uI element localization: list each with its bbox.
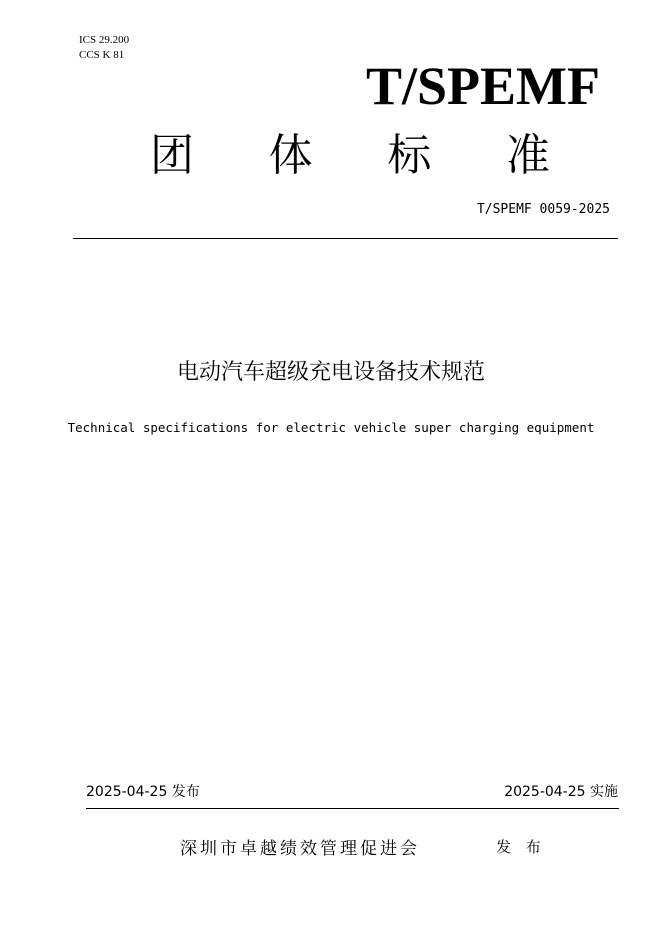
publish-action: 发 布: [496, 838, 546, 856]
standard-kind-char: 团: [150, 130, 194, 181]
title-english: Technical specifications for electric vehicle super charging equipment: [67, 420, 595, 435]
standard-kind-char: 体: [268, 130, 313, 181]
implementation-date: 2025-04-25 实施: [504, 784, 618, 800]
ics-code: ICS 29.200: [79, 34, 130, 46]
brand-mark: T/SPEMF: [365, 56, 600, 116]
header-divider: [73, 238, 618, 239]
classification-block: [79, 33, 129, 63]
ccs-code: CCS K 81: [79, 49, 125, 61]
standard-kind-char: 准: [505, 130, 550, 181]
standard-code: T/SPEMF 0059-2025: [476, 202, 610, 217]
release-date: 2025-04-25 发布: [86, 784, 200, 800]
publisher-name: 深圳市卓越绩效管理促进会: [180, 839, 420, 859]
standard-kind: [150, 124, 550, 188]
footer-divider: [86, 808, 619, 809]
standard-kind-char: 标: [387, 130, 432, 181]
title-chinese: 电动汽车超级充电设备技术规范: [176, 360, 485, 385]
